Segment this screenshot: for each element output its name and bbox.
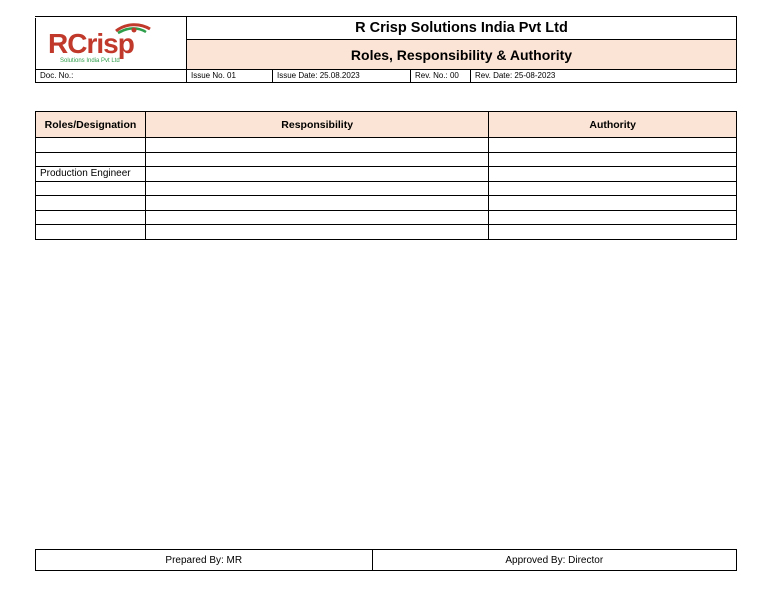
column-header-responsibility: Responsibility	[145, 112, 488, 138]
rcrisp-logo	[46, 21, 180, 65]
authority-cell	[489, 138, 737, 153]
table-row	[36, 196, 737, 211]
title-box	[186, 16, 737, 69]
column-header-authority: Authority	[489, 112, 737, 138]
rev-date: Rev. Date: 25-08-2023	[475, 71, 556, 80]
issue-no: Issue No. 01	[187, 70, 273, 82]
role-cell	[36, 181, 146, 196]
responsibility-cell	[145, 210, 488, 225]
table-row	[36, 138, 737, 153]
role-cell	[36, 225, 146, 240]
authority-cell	[489, 152, 737, 167]
authority-cell	[489, 167, 737, 182]
logo-subtext: Solutions India Pvt Ltd	[60, 58, 120, 64]
table-row	[36, 210, 737, 225]
document-meta-row	[35, 69, 737, 83]
responsibility-cell	[145, 196, 488, 211]
table-row	[36, 225, 737, 240]
role-cell	[36, 210, 146, 225]
document-header	[35, 16, 737, 83]
authority-cell	[489, 225, 737, 240]
company-name: R Crisp Solutions India Pvt Ltd	[187, 17, 736, 40]
authority-cell	[489, 210, 737, 225]
logo-wordmark: RCrisp	[48, 28, 134, 59]
rev-no: Rev. No.: 00	[411, 70, 471, 82]
role-cell	[36, 196, 146, 211]
role-cell: Production Engineer	[36, 167, 146, 182]
role-cell	[36, 152, 146, 167]
authority-cell	[489, 196, 737, 211]
table-header-row	[36, 112, 737, 138]
document-title: Roles, Responsibility & Authority	[187, 40, 736, 70]
doc-no: Doc. No.:	[36, 70, 187, 82]
role-cell	[36, 138, 146, 153]
responsibility-cell	[145, 181, 488, 196]
responsibility-cell	[145, 167, 488, 182]
responsibility-cell	[145, 152, 488, 167]
roles-table	[35, 111, 737, 240]
approved-by: Approved By: Director	[372, 550, 736, 571]
responsibility-cell	[145, 138, 488, 153]
authority-cell	[489, 181, 737, 196]
issue-date: Issue Date: 25.08.2023	[273, 70, 411, 82]
table-row	[36, 152, 737, 167]
prepared-by: Prepared By: MR	[36, 550, 373, 571]
table-row	[36, 181, 737, 196]
column-header-roles: Roles/Designation	[36, 112, 146, 138]
table-row	[36, 167, 737, 182]
logo-cell	[35, 16, 187, 70]
responsibility-cell	[145, 225, 488, 240]
signature-footer	[35, 549, 737, 571]
